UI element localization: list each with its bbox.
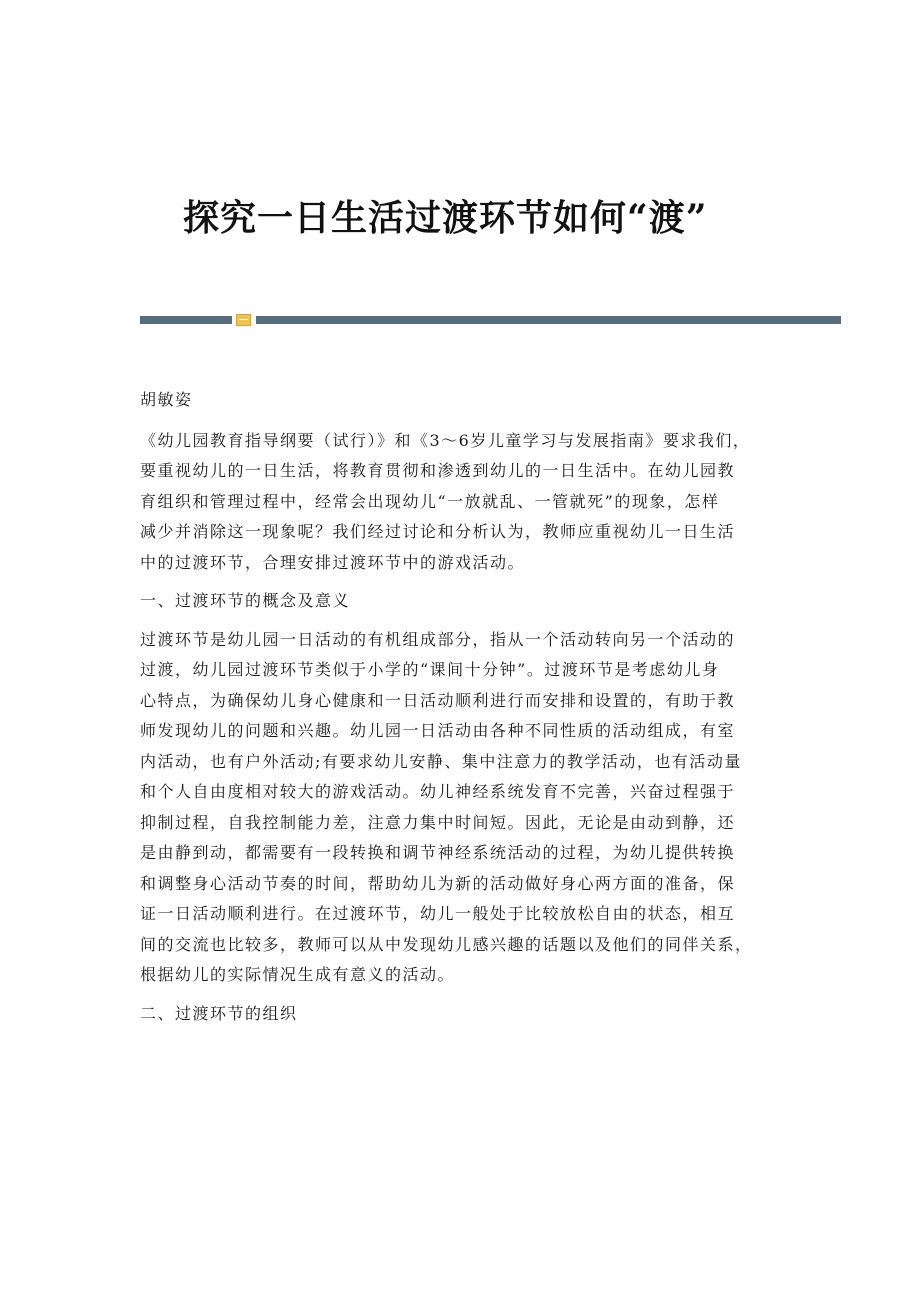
text-line: 是由静到动，都需要有一段转换和调节神经系统活动的过程，为幼儿提供转换 (140, 843, 736, 862)
divider-bar-right (256, 316, 841, 324)
text-line: 根据幼儿的实际情况生成有意义的活动。 (140, 965, 456, 984)
author-name: 胡敏姿 (140, 390, 193, 409)
divider-bar-left (140, 316, 232, 324)
text-line: 心特点，为确保幼儿身心健康和一日活动顺利进行而安排和设置的，有助于教 (140, 690, 736, 710)
text-line: 减少并消除这一现象呢？我们经过讨论和分析认为，教师应重视幼儿一日生活 (140, 522, 736, 541)
text-line: 间的交流也比较多，教师可以从中发现幼儿感兴趣的话题以及他们的同伴关系， (140, 934, 753, 954)
intro-paragraph (140, 426, 790, 579)
document-title: 探究一日生活过渡环节如何“渡” (183, 197, 708, 239)
document-body (140, 385, 790, 1037)
text-line: 中的过渡环节，合理安排过渡环节中的游戏活动。 (140, 552, 526, 572)
section1-paragraph (140, 625, 790, 991)
text-line: 育组织和管理过程中，经常会出现幼儿“一放就乱、一管就死”的现象，怎样 (140, 491, 720, 511)
text-line: 抑制过程，自我控制能力差，注意力集中时间短。因此，无论是由动到静，还 (140, 812, 736, 832)
text-line: 过渡，幼儿园过渡环节类似于小学的“课间十分钟”。过渡环节是考虑幼儿身 (140, 660, 720, 679)
text-line: 证一日活动顺利进行。在过渡环节，幼儿一般处于比较放松自由的状态，相互 (140, 904, 736, 923)
text-line: 师发现幼儿的问题和兴趣。幼儿园一日活动由各种不同性质的活动组成，有室 (140, 721, 736, 740)
text-line: 《幼儿园教育指导纲要（试行）》和《3～6岁儿童学习与发展指南》要求我们， (140, 430, 751, 450)
text-line: 内活动，也有户外活动;有要求幼儿安静、集中注意力的教学活动，也有活动量 (140, 751, 742, 771)
text-line: 和个人自由度相对较大的游戏活动。幼儿神经系统发育不完善，兴奋过程强于 (140, 782, 736, 801)
section-heading-1: 一、过渡环节的概念及意义 (140, 591, 351, 610)
section-heading-2: 二、过渡环节的组织 (140, 1003, 298, 1023)
text-line: 过渡环节是幼儿园一日活动的有机组成部分，指从一个活动转向另一个活动的 (140, 629, 736, 649)
document-icon (236, 314, 251, 326)
text-line: 要重视幼儿的一日生活，将教育贯彻和渗透到幼儿的一日生活中。在幼儿园教 (140, 461, 736, 480)
title-divider (0, 314, 920, 328)
text-line: 和调整身心活动节奏的时间，帮助幼儿为新的活动做好身心两方面的准备，保 (140, 873, 736, 893)
